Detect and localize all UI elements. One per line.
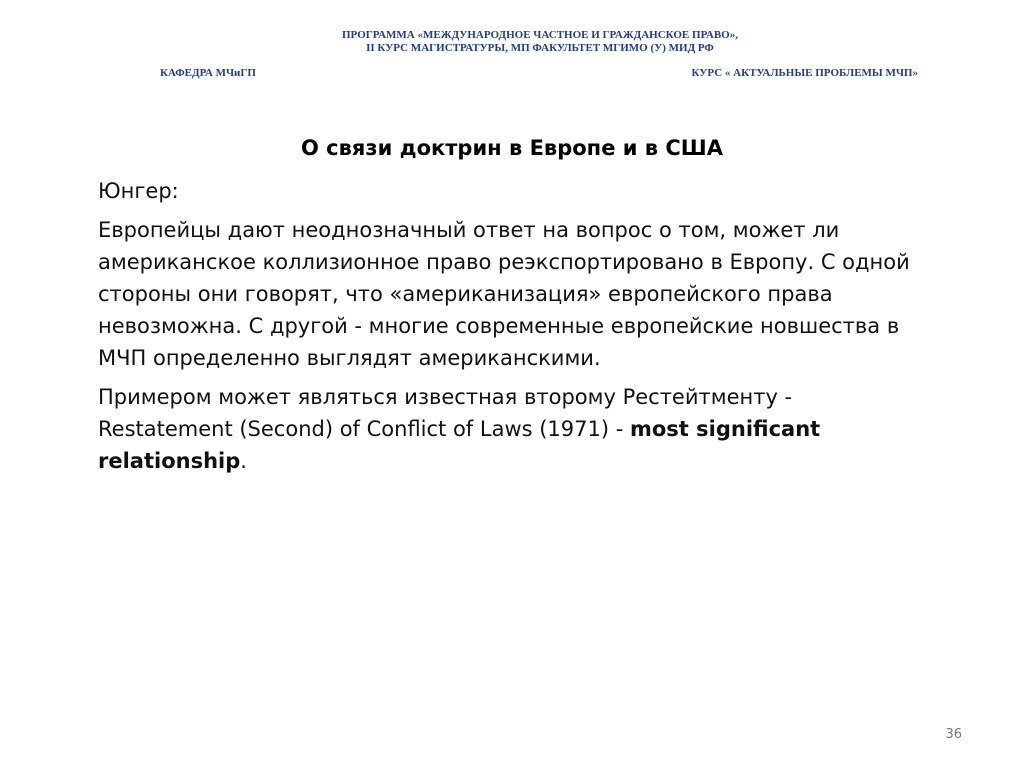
slide-body — [98, 175, 918, 484]
header-course-name: КУРС « АКТУАЛЬНЫЕ ПРОБЛЕМЫ МЧП» — [691, 67, 918, 79]
paragraph-europeans: Европейцы дают неоднозначный ответ на вопрос о том, может ли американское коллизионное право реэкспортировано в Европу. С одной стороны они говорят, что «американизация» европейского права невозможна. С другой - многие современные европейские новшества в МЧП определенно выглядят американскими. — [98, 218, 910, 370]
header-program-title: ПРОГРАММА «МЕЖДУНАРОДНОЕ ЧАСТНОЕ И ГРАЖДАНСКОЕ ПРАВО», — [342, 29, 738, 41]
period: . — [240, 449, 247, 473]
restatement-text: Примером может являться известная второму Рестейтменту - Restatement (Second) of Conflict of Laws (1971) - — [98, 385, 793, 441]
paragraph-restatement — [98, 381, 918, 477]
page-number: 36 — [945, 727, 962, 742]
most-significant-relationship: most significant relationship — [98, 417, 821, 473]
slide-title: О связи доктрин в Европе и в США — [301, 136, 723, 160]
header-course-faculty: II КУРС МАГИСТРАТУРЫ, МП ФАКУЛЬТЕТ МГИМО (У) МИД РФ — [366, 42, 714, 54]
header-department: КАФЕДРА МЧиГП — [160, 67, 256, 79]
author-label: Юнгер: — [98, 179, 179, 203]
